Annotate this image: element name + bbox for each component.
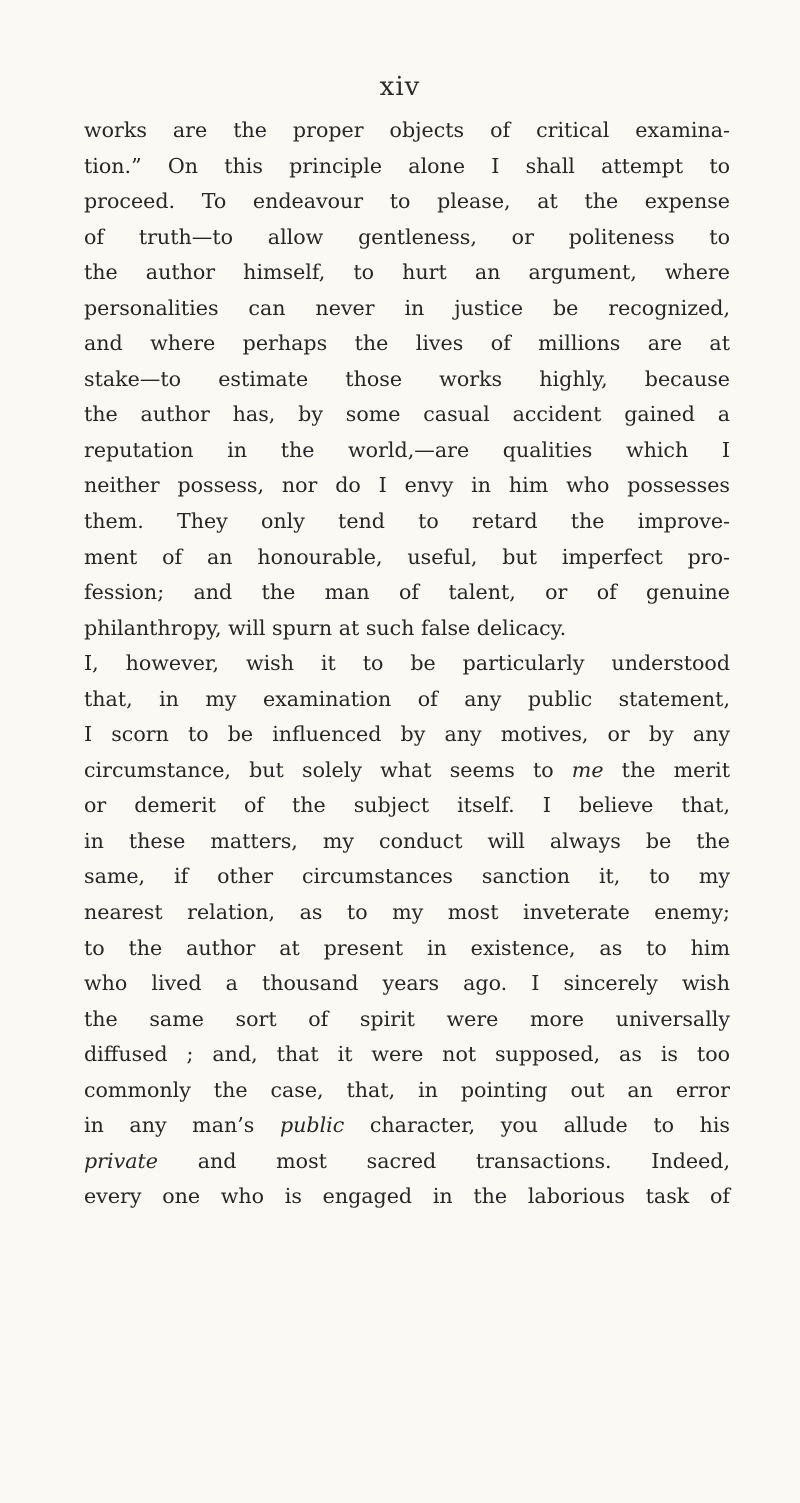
- text-line: the same sort of spirit were more universally: [84, 1006, 730, 1031]
- text-line: [84, 1144, 730, 1180]
- text-line: the author has, by some casual accident gained a: [84, 402, 730, 427]
- text-line: neither possess, nor do I envy in him who possesses: [84, 473, 730, 498]
- emphasis-text: public: [279, 1113, 345, 1138]
- text-line: [84, 1108, 730, 1144]
- text-line: ment of an honourable, useful, but imperfect pro-: [84, 544, 730, 569]
- text-line: diffused ; and, that it were not supposed, as is too: [84, 1042, 730, 1067]
- text-line: who lived a thousand years ago. I sincerely wish: [84, 971, 730, 996]
- text-segment: the merit: [603, 757, 730, 782]
- text-line: philanthropy, will spurn at such false delicacy.: [84, 615, 567, 640]
- text-line: every one who is engaged in the laborious task of: [84, 1184, 730, 1209]
- text-line: tion.” On this principle alone I shall attempt to: [84, 153, 730, 178]
- text-line: and where perhaps the lives of millions are at: [84, 331, 730, 356]
- text-line: or demerit of the subject itself. I believe that,: [84, 793, 730, 818]
- text-segment: in any man’s: [84, 1113, 280, 1138]
- text-line: works are the proper objects of critical examina-: [84, 118, 730, 142]
- text-line: reputation in the world,—are qualities which I: [84, 437, 730, 462]
- text-line: same, if other circumstances sanction it, to my: [84, 864, 730, 889]
- emphasis-text: me: [571, 757, 604, 782]
- text-line: proceed. To endeavour to please, at the expense: [84, 189, 730, 214]
- text-line: to the author at present in existence, as to him: [84, 935, 730, 960]
- text-line: commonly the case, that, in pointing out an error: [84, 1077, 730, 1102]
- text-line: in these matters, my conduct will always be the: [84, 828, 730, 853]
- text-segment: and most sacred transactions. Indeed,: [158, 1148, 730, 1173]
- emphasis-text: private: [84, 1148, 158, 1173]
- text-segment: character, you allude to his: [344, 1113, 730, 1138]
- text-line: I scorn to be influenced by any motives, or by any: [84, 722, 730, 747]
- text-line: personalities can never in justice be recognized,: [84, 295, 730, 320]
- text-line: them. They only tend to retard the improve-: [84, 509, 730, 534]
- text-segment: circumstance, but solely what seems to: [84, 757, 572, 782]
- text-line: that, in my examination of any public statement,: [84, 686, 730, 711]
- text-line: of truth—to allow gentleness, or politeness to: [84, 224, 730, 249]
- text-line: [84, 753, 730, 789]
- text-line: I, however, wish it to be particularly understood: [84, 651, 730, 676]
- text-line: fession; and the man of talent, or of genuine: [84, 580, 730, 605]
- text-line: stake—to estimate those works highly, because: [84, 366, 730, 391]
- body-text: [84, 113, 730, 1215]
- text-line: the author himself, to hurt an argument, where: [84, 260, 730, 285]
- text-line: nearest relation, as to my most inveterate enemy;: [84, 900, 730, 925]
- page-number: xiv: [379, 72, 421, 102]
